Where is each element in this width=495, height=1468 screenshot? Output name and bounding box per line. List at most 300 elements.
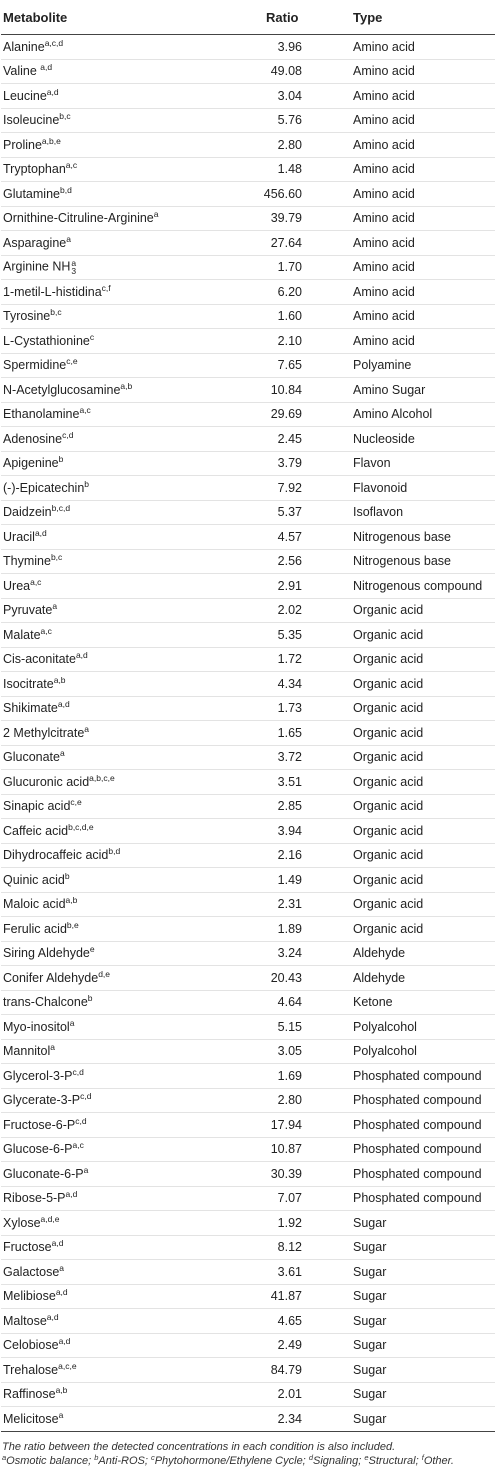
type-cell: Organic acid (302, 647, 495, 672)
metabolite-name-cell (1, 133, 235, 158)
footnote-superscript: c,e (70, 797, 82, 808)
table-row (1, 941, 495, 966)
ratio-cell: 2.56 (235, 549, 302, 574)
table-row (1, 1186, 495, 1211)
footnote-superscript: a (71, 258, 77, 269)
metabolite-name: Melibiose (3, 1289, 56, 1304)
table-row (1, 647, 495, 672)
type-cell: Organic acid (302, 794, 495, 819)
table-row (1, 917, 495, 942)
ratio-cell: 49.08 (235, 59, 302, 84)
metabolite-name: Conifer Aldehyde (3, 970, 99, 985)
footnote-superscript: a,c (72, 1140, 84, 1151)
table-row (1, 549, 495, 574)
metabolite-name-cell (1, 892, 235, 917)
ratio-cell: 2.80 (235, 133, 302, 158)
type-cell: Organic acid (302, 696, 495, 721)
ratio-cell: 456.60 (235, 182, 302, 207)
metabolite-name-cell (1, 157, 235, 182)
footnote-superscript: a (69, 1017, 75, 1028)
footnote-superscript: b (87, 993, 93, 1004)
footnote-superscript: c,d (62, 429, 74, 440)
footnote-mark: e (364, 1452, 369, 1462)
metabolite-name-cell (1, 966, 235, 991)
metabolite-name: Asparagine (3, 235, 67, 250)
ratio-cell: 1.73 (235, 696, 302, 721)
type-cell: Sugar (302, 1235, 495, 1260)
ratio-cell: 41.87 (235, 1284, 302, 1309)
metabolite-name-cell (1, 500, 235, 525)
table-row (1, 378, 495, 403)
footnote-superscript: a,d,e (40, 1213, 60, 1224)
table-row (1, 1235, 495, 1260)
table-body (1, 35, 495, 1432)
type-cell: Organic acid (302, 721, 495, 746)
table-row (1, 721, 495, 746)
metabolite-name: Caffeic acid (3, 823, 69, 838)
metabolite-name: Maltose (3, 1313, 47, 1328)
footnote-superscript: c,d (72, 1066, 84, 1077)
type-cell: Organic acid (302, 892, 495, 917)
metabolite-name-cell (1, 280, 235, 305)
metabolite-name-cell (1, 1333, 235, 1358)
metabolite-name-cell (1, 1015, 235, 1040)
table-row (1, 182, 495, 207)
metabolite-name: Siring Aldehyde (3, 946, 90, 961)
metabolite-name-cell (1, 1113, 235, 1138)
ratio-cell: 2.49 (235, 1333, 302, 1358)
metabolite-name: Arginine NH (3, 259, 71, 274)
type-cell: Flavon (302, 451, 495, 476)
metabolite-name-cell (1, 84, 235, 109)
table-row (1, 966, 495, 991)
type-cell: Amino acid (302, 108, 495, 133)
footnote-superscript: b,c (50, 307, 62, 318)
type-cell: Amino acid (302, 206, 495, 231)
metabolite-name-cell (1, 1137, 235, 1162)
ratio-cell: 3.72 (235, 745, 302, 770)
ratio-cell: 10.84 (235, 378, 302, 403)
type-cell: Phosphated compound (302, 1064, 495, 1089)
metabolite-name-cell (1, 1260, 235, 1285)
footnote-superscript: a (84, 723, 90, 734)
footnote-superscript: a (52, 601, 58, 612)
type-cell: Amino acid (302, 84, 495, 109)
footnote-superscript: e (89, 944, 95, 955)
footnote-superscript: a (83, 1164, 89, 1175)
type-cell: Phosphated compound (302, 1186, 495, 1211)
metabolite-name: Xylose (3, 1215, 41, 1230)
footnote-superscript: b,d (59, 184, 72, 195)
type-cell: Ketone (302, 990, 495, 1015)
metabolite-name: 1-metil-L-histidina (3, 284, 102, 299)
type-cell: Sugar (302, 1382, 495, 1407)
table-row (1, 84, 495, 109)
metabolite-name: Gluconate-6-P (3, 1166, 84, 1181)
table-row (1, 1382, 495, 1407)
footnote-superscript: a,b (53, 674, 66, 685)
metabolite-name: Ribose-5-P (3, 1191, 66, 1206)
type-cell: Amino acid (302, 59, 495, 84)
type-cell: Amino Alcohol (302, 402, 495, 427)
ratio-cell: 3.94 (235, 819, 302, 844)
metabolite-name-cell (1, 1088, 235, 1113)
table-row (1, 745, 495, 770)
type-cell: Phosphated compound (302, 1162, 495, 1187)
metabolite-name-cell (1, 868, 235, 893)
type-cell: Polyamine (302, 353, 495, 378)
ratio-cell: 5.35 (235, 623, 302, 648)
footnote-superscript: a (59, 1262, 65, 1273)
type-cell: Amino acid (302, 255, 495, 280)
ratio-cell: 3.61 (235, 1260, 302, 1285)
footnote-superscript: a,b (120, 380, 133, 391)
ratio-cell: 5.76 (235, 108, 302, 133)
table-row (1, 819, 495, 844)
table-row (1, 843, 495, 868)
ratio-cell: 1.72 (235, 647, 302, 672)
table-row (1, 1309, 495, 1334)
metabolite-name: Glutamine (3, 186, 60, 201)
metabolite-name: Mannitol (3, 1044, 51, 1059)
type-cell: Organic acid (302, 843, 495, 868)
footnote-mark: f (421, 1452, 424, 1462)
ratio-cell: 27.64 (235, 231, 302, 256)
table-header-row (1, 0, 495, 35)
ratio-cell: 1.70 (235, 255, 302, 280)
footnote-superscript: a,d (65, 1189, 78, 1200)
footnote-superscript: a,d (51, 1238, 64, 1249)
table-row (1, 598, 495, 623)
footnote-superscript: b (84, 478, 90, 489)
type-cell: Sugar (302, 1333, 495, 1358)
table-row (1, 108, 495, 133)
ratio-cell: 7.07 (235, 1186, 302, 1211)
footnote-superscript: a,d (58, 1336, 71, 1347)
metabolite-name: Shikimate (3, 701, 58, 716)
metabolite-name: N-Acetylglucosamine (3, 382, 121, 397)
type-cell: Sugar (302, 1260, 495, 1285)
metabolite-name-cell (1, 108, 235, 133)
metabolite-name: Cis-aconitate (3, 652, 76, 667)
footnote-superscript: a (153, 209, 159, 220)
metabolite-name: Apigenine (3, 456, 59, 471)
ratio-cell: 7.65 (235, 353, 302, 378)
ratio-cell: 3.51 (235, 770, 302, 795)
metabolite-table (1, 0, 495, 1432)
metabolite-name-cell (1, 255, 235, 280)
metabolite-name: Gluconate (3, 750, 60, 765)
footnote-line: The ratio between the detected concentrations in each condition is also included. (2, 1440, 396, 1453)
metabolite-name: Daidzein (3, 505, 52, 520)
metabolite-name-cell (1, 427, 235, 452)
metabolite-name-cell (1, 1235, 235, 1260)
table-row (1, 304, 495, 329)
type-cell: Sugar (302, 1284, 495, 1309)
metabolite-name: Adenosine (3, 431, 63, 446)
table-row (1, 770, 495, 795)
metabolite-name-cell (1, 623, 235, 648)
ratio-cell: 20.43 (235, 966, 302, 991)
metabolite-name: trans-Chalcone (3, 995, 88, 1010)
ratio-cell: 10.87 (235, 1137, 302, 1162)
footnote-superscript: a,b (65, 895, 78, 906)
ratio-cell: 2.91 (235, 574, 302, 599)
table-row (1, 1162, 495, 1187)
table-row (1, 402, 495, 427)
type-cell: Nitrogenous base (302, 549, 495, 574)
type-cell: Amino acid (302, 35, 495, 60)
ratio-cell: 84.79 (235, 1358, 302, 1383)
metabolite-name: Sinapic acid (3, 799, 71, 814)
footnote-mark: b (94, 1452, 99, 1462)
metabolite-name: Melicitose (3, 1411, 59, 1426)
table-row (1, 623, 495, 648)
footnote-superscript: a,b (55, 1385, 68, 1396)
table-row (1, 794, 495, 819)
type-cell: Aldehyde (302, 941, 495, 966)
type-cell: Organic acid (302, 819, 495, 844)
table-row (1, 574, 495, 599)
table-row (1, 133, 495, 158)
metabolite-name: Ornithine-Citruline-Arginine (3, 211, 154, 226)
ratio-cell: 2.31 (235, 892, 302, 917)
footnote-text: Phytohormone/Ethylene Cycle; (154, 1454, 309, 1467)
header-metabolite: Metabolite (1, 0, 235, 35)
ratio-cell: 4.64 (235, 990, 302, 1015)
type-cell: Organic acid (302, 770, 495, 795)
footnote-superscript: a,d (57, 699, 70, 710)
metabolite-name: Maloic acid (3, 897, 66, 912)
metabolite-name: Galactose (3, 1264, 60, 1279)
footnote-superscript: c,d (80, 1091, 92, 1102)
ratio-cell: 1.49 (235, 868, 302, 893)
ratio-cell: 17.94 (235, 1113, 302, 1138)
footnote-superscript: a (66, 233, 71, 244)
table-row (1, 427, 495, 452)
type-cell: Amino acid (302, 231, 495, 256)
table-row (1, 525, 495, 550)
type-cell: Polyalcohol (302, 1039, 495, 1064)
metabolite-name: Thymine (3, 554, 51, 569)
metabolite-name-cell (1, 794, 235, 819)
footnote-text: Signaling; (312, 1454, 365, 1467)
metabolite-name-cell (1, 1382, 235, 1407)
type-cell: Sugar (302, 1211, 495, 1236)
type-cell: Organic acid (302, 868, 495, 893)
ratio-cell: 3.05 (235, 1039, 302, 1064)
table-row (1, 329, 495, 354)
table-row (1, 1333, 495, 1358)
type-cell: Organic acid (302, 623, 495, 648)
metabolite-name: Isoleucine (3, 113, 60, 128)
footnote-superscript: a,d (55, 1287, 68, 1298)
ratio-cell: 2.02 (235, 598, 302, 623)
footnote-superscript: a (50, 1042, 55, 1053)
footnote-superscript: b,c,d (51, 503, 71, 514)
metabolite-name-cell (1, 476, 235, 501)
ratio-cell: 29.69 (235, 402, 302, 427)
table-row (1, 157, 495, 182)
ratio-cell: 2.01 (235, 1382, 302, 1407)
type-cell: Aldehyde (302, 966, 495, 991)
type-cell: Flavonoid (302, 476, 495, 501)
metabolite-name: Raffinose (3, 1387, 56, 1402)
metabolite-name-cell (1, 574, 235, 599)
metabolite-name-cell (1, 304, 235, 329)
metabolite-name-cell (1, 941, 235, 966)
metabolite-name: Malate (3, 627, 41, 642)
metabolite-name: Quinic acid (3, 872, 65, 887)
metabolite-name: Glycerate-3-P (3, 1093, 81, 1108)
footnote-legend (2, 1454, 493, 1468)
ratio-cell: 2.34 (235, 1407, 302, 1432)
footnote-superscript: d,e (98, 968, 111, 979)
metabolite-name-cell (1, 549, 235, 574)
type-cell: Amino acid (302, 182, 495, 207)
metabolite-name-cell (1, 745, 235, 770)
ratio-cell: 30.39 (235, 1162, 302, 1187)
subscript: 3 (71, 266, 77, 277)
metabolite-name-cell (1, 1309, 235, 1334)
table-row (1, 1039, 495, 1064)
type-cell: Organic acid (302, 598, 495, 623)
metabolite-name-cell (1, 1186, 235, 1211)
footnote-text: Structural; (368, 1454, 422, 1467)
table-row (1, 892, 495, 917)
footnote-superscript: a (59, 748, 65, 759)
metabolite-name-cell (1, 598, 235, 623)
table-footnotes (0, 1432, 495, 1468)
table-row (1, 1284, 495, 1309)
ratio-cell: 5.15 (235, 1015, 302, 1040)
metabolite-name-cell (1, 1407, 235, 1432)
metabolite-name-cell (1, 329, 235, 354)
ratio-cell: 2.85 (235, 794, 302, 819)
table-row (1, 231, 495, 256)
footnote-superscript: a,b,c,e (89, 772, 115, 783)
metabolite-name: Pyruvate (3, 603, 53, 618)
footnote-superscript: b,d (108, 846, 121, 857)
metabolite-name: (-)-Epicatechin (3, 480, 85, 495)
metabolite-name: Alanine (3, 39, 45, 54)
metabolite-name-cell (1, 917, 235, 942)
metabolite-name-cell (1, 1358, 235, 1383)
ratio-cell: 39.79 (235, 206, 302, 231)
type-cell: Nitrogenous base (302, 525, 495, 550)
metabolite-name-cell (1, 647, 235, 672)
footnote-superscript: a,c,d (44, 37, 64, 48)
type-cell: Phosphated compound (302, 1137, 495, 1162)
table-row (1, 1088, 495, 1113)
metabolite-name: Fructose (3, 1240, 52, 1255)
type-cell: Sugar (302, 1358, 495, 1383)
metabolite-name-cell (1, 672, 235, 697)
metabolite-name-cell (1, 696, 235, 721)
footnote-superscript: a,c (79, 405, 91, 416)
metabolite-name: Glucuronic acid (3, 774, 90, 789)
ratio-cell: 1.48 (235, 157, 302, 182)
footnote-superscript: a,c (30, 576, 42, 587)
table-row (1, 255, 495, 280)
metabolite-name: Spermidine (3, 358, 67, 373)
footnote-superscript: a,d (46, 86, 59, 97)
metabolite-name: Myo-inositol (3, 1019, 70, 1034)
footnote-superscript: b (64, 870, 70, 881)
footnote-superscript: c,f (101, 282, 111, 293)
footnote-superscript: b,c (50, 552, 63, 563)
ratio-cell: 3.79 (235, 451, 302, 476)
metabolite-name-cell (1, 35, 235, 60)
ratio-cell: 3.96 (235, 35, 302, 60)
footnote-superscript: a,d (75, 650, 88, 661)
metabolite-name-cell (1, 182, 235, 207)
type-cell: Organic acid (302, 672, 495, 697)
ratio-cell: 1.89 (235, 917, 302, 942)
metabolite-name-cell (1, 525, 235, 550)
metabolite-name-cell (1, 353, 235, 378)
type-cell: Organic acid (302, 917, 495, 942)
ratio-cell: 8.12 (235, 1235, 302, 1260)
metabolite-name-cell (1, 721, 235, 746)
metabolite-name: Trehalose (3, 1362, 59, 1377)
type-cell: Phosphated compound (302, 1113, 495, 1138)
metabolite-name: 2 Methylcitrate (3, 725, 85, 740)
metabolite-name-cell (1, 206, 235, 231)
footnote-text: Anti-ROS; (98, 1454, 151, 1467)
table-row (1, 1137, 495, 1162)
table-row (1, 451, 495, 476)
type-cell: Organic acid (302, 745, 495, 770)
table-row (1, 353, 495, 378)
metabolite-name-cell (1, 1039, 235, 1064)
metabolite-name: Urea (3, 578, 31, 593)
metabolite-name: Uracil (3, 529, 35, 544)
metabolite-name: Tyrosine (3, 309, 51, 324)
metabolite-name: Leucine (3, 88, 47, 103)
footnote-superscript: a,d (34, 527, 47, 538)
table-row (1, 1407, 495, 1432)
footnote-mark: d (308, 1452, 313, 1462)
ratio-cell: 3.04 (235, 84, 302, 109)
metabolite-name: Ferulic acid (3, 921, 67, 936)
type-cell: Amino acid (302, 329, 495, 354)
metabolite-name-cell (1, 402, 235, 427)
ratio-cell: 1.92 (235, 1211, 302, 1236)
ratio-cell: 2.45 (235, 427, 302, 452)
ratio-cell: 1.60 (235, 304, 302, 329)
metabolite-name: Tryptophan (3, 162, 66, 177)
header-ratio: Ratio (235, 0, 302, 35)
footnote-mark: a (2, 1452, 7, 1462)
metabolite-name: Ethanolamine (3, 407, 80, 422)
ratio-cell: 2.10 (235, 329, 302, 354)
table-row (1, 500, 495, 525)
footnote-superscript: b,e (66, 919, 79, 930)
type-cell: Sugar (302, 1407, 495, 1432)
metabolite-name-cell (1, 1064, 235, 1089)
metabolite-name: Celobiose (3, 1338, 59, 1353)
table-row (1, 206, 495, 231)
footnote-text: Osmotic balance; (6, 1454, 95, 1467)
type-cell: Nitrogenous compound (302, 574, 495, 599)
type-cell: Amino acid (302, 133, 495, 158)
table-row (1, 1064, 495, 1089)
metabolite-name: Isocitrate (3, 676, 54, 691)
footnote-superscript: a,b,e (41, 135, 61, 146)
table-row (1, 1113, 495, 1138)
footnote-superscript: a (58, 1409, 64, 1420)
